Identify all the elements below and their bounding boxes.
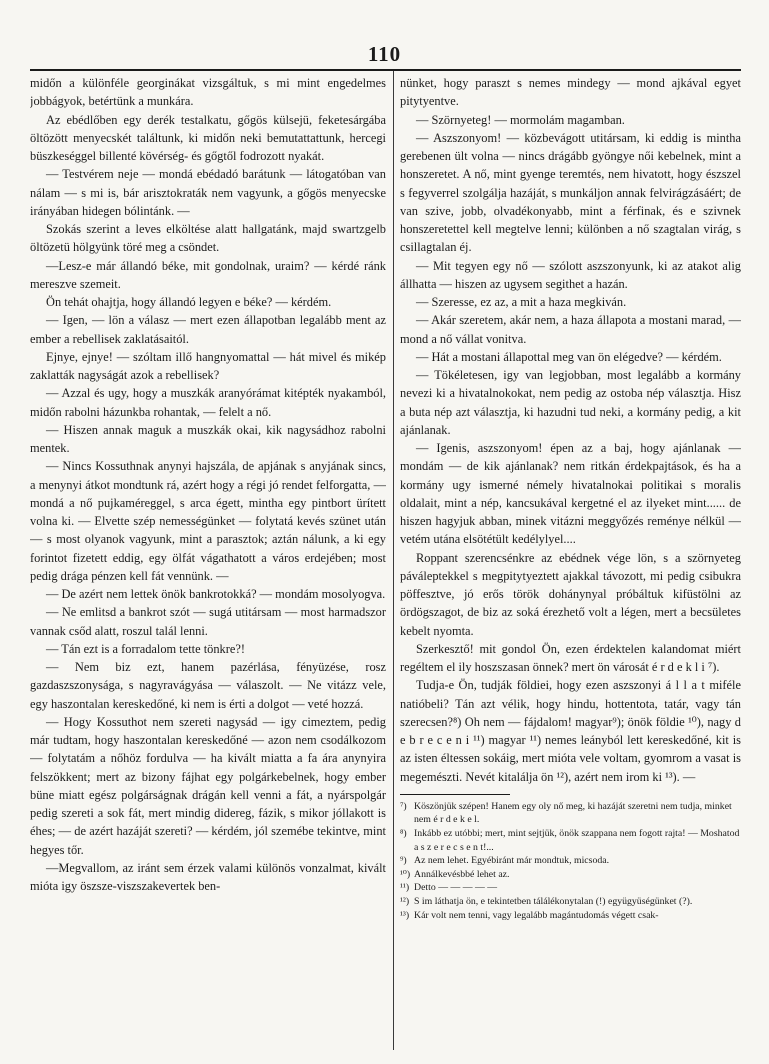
- footnote-text: Kár volt nem tenni, vagy legalább magántudomás végett csak-: [414, 909, 659, 921]
- column-divider: [393, 71, 394, 1050]
- footnote-number: ⁷): [400, 800, 407, 812]
- paragraph: — Akár szeretem, akár nem, a haza állapota a mostani marad, — mond a nő vállat vonitva.: [400, 313, 741, 346]
- paragraph: — Szörnyeteg! — mormolám magamban.: [416, 112, 625, 127]
- paragraph: — Igenis, aszszonyom! épen az a baj, hogy ajánlanak — mondám — de kik ajánlanak? nem ritkán érdekpajtások, és ha a kormány ugy ismerné némely hivatalnokai politikai s moralis oldalait, mint a nép, kancsukával kergetné el az ilyeket mint...... de hiszen hagyjuk abban, minek vitázni meggyőzés reménye nélkül — vetém utána elsötétült kedélylyel....: [400, 441, 741, 547]
- paragraph: — Ne emlitsd a bankrot szót — sugá utitársam — most harmadszor vannak csőd alatt, roszul talál lenni.: [30, 605, 386, 638]
- footnote-rule: [400, 794, 510, 795]
- footnote-text: Detto — — — — —: [414, 882, 497, 894]
- footnote-text: Köszönjük szépen! Hanem egy oly nő meg, ki hazáját szeretni nem tudja, minket nem é r d e k e l.: [414, 800, 732, 826]
- footnote: [400, 909, 741, 923]
- footnote-text: Az nem lehet. Egyébiránt már mondtuk, micsoda.: [414, 855, 610, 867]
- left-column: [30, 74, 386, 1054]
- paragraph: — Hát a mostani állapottal meg van ön elégedve? — kérdém.: [416, 349, 722, 364]
- paragraph: — Hiszen annak maguk a muszkák okai, kik nagysádhoz rabolni mentek.: [30, 422, 386, 455]
- footnotes: [400, 800, 741, 922]
- footnote: [400, 868, 741, 882]
- paragraph: — Tökéletesen, igy van legjobban, most legalább a kormány nevezi ki a hivatalnokokat, nem pedig az ostoba nép választja. Hisz a buta nép azt választja, ki hazudni tud neki, a kormány pedig, a kit ajánlanak.: [400, 368, 741, 437]
- header-rule: [30, 69, 741, 71]
- paragraph: —Megvallom, az iránt sem érzek valami különös vonzalmat, kivált mióta igy öszsze-viszszakevertek ben-: [30, 860, 386, 893]
- footnote-text: S im láthatja ön, e tekintetben tálálékonytalan (!) együgyüségünket (?).: [414, 895, 693, 907]
- footnote: [400, 895, 741, 909]
- footnote-number: ¹⁰): [400, 868, 411, 880]
- paragraph: —Lesz-e már állandó béke, mit gondolnak, uraim? — kérdé ránk mereszve szemeit.: [30, 258, 386, 291]
- paragraph: — Hogy Kossuthot nem szereti nagysád — igy cimeztem, pedig már tudtam, hogy haszontalan kereskedőné — azon nem csodálkozom — folytatám a nőhöz fordulva — ha kivált miatta a fa ára anynyira felszökkent; mert az bizony fájhat egy polgárkebelnek, hogy ember büne miatt egész polgárságnak drágán kell venni a fát, a nyárspolgár pedig szereti a sok fát, mert mindig didereg, fázik, s mikor jóllakott is éhes; — de azért hazáját szereti? — kérdém, jól szemébe tekintve, mint hegyes tőr.: [30, 714, 386, 857]
- paragraph: nünket, hogy paraszt s nemes mindegy — mond ajkával egyet pitytyentve.: [400, 76, 741, 109]
- paragraph: — Nincs Kossuthnak anynyi hajszála, de apjának s anyjának sincs, a menynyi átkot mondtunk rá, azért hogy a régi jó rendet felforgatta, — mondá a nő pujkaméreggel, s arca égett, mintha egy pintbort ürített volna ki. — Elvette szép nemességünket — folytatá kevés szünet után — s most olyanok vagyunk, mint a parasztok; aztán nálunk, a ki egy forintot fizetett eddig, egy ölfát vágathatott a város erdejében; most pedig drága pénzen kell fát vennünk. —: [30, 459, 386, 583]
- paragraph: — Tán ezt is a forradalom tette tönkre?!: [46, 641, 245, 656]
- footnote-text: Inkább ez utóbbi; mert, mint sejtjük, önök szappana nem fogott rajta! — Moshatod a s z e r e c s e n t!...: [414, 827, 740, 853]
- paragraph: — De azért nem lettek önök bankrotokká? — mondám mosolyogva.: [46, 587, 386, 601]
- footnote: [400, 827, 741, 854]
- paragraph: — Nem biz ezt, hanem pazérlása, fényüzése, rosz gazdaszszonysága, s nagyravágyása — válaszolt. — Ne vitázz vele, egy haszontalan kereskedőné, ki nem is érti a dolgot — veté hozzá.: [30, 660, 386, 711]
- paragraph: midőn a különféle georginákat vizsgáltuk, s mi mint engedelmes jobbágyok, betértünk a munkára.: [30, 76, 386, 109]
- paragraph: Az ebédlőben egy derék testalkatu, gőgös külsejü, feketesárgába öltözött menyecskét találtunk, ki midőn neki bemutattattunk, hercegi büszkeséggel billenté kövérség- és gőgtől fodrozott nyakát.: [30, 112, 386, 163]
- footnote-number: ¹²): [400, 895, 410, 907]
- footnote: [400, 800, 741, 827]
- footnote-text: Annálkevésbbé lehet az.: [414, 868, 510, 880]
- footnote: [400, 854, 741, 868]
- paragraph: Ejnye, ejnye! — szóltam illő hangnyomattal — hát mivel és mikép zaklatták nagyságát azok a rebellisek?: [30, 349, 386, 382]
- paragraph: — Azzal és ugy, hogy a muszkák aranyórámat kitépték nyakamból, midőn rabolni házunkba rohantak, — felelt a nő.: [30, 386, 386, 419]
- paragraph: Ön tehát ohajtja, hogy állandó legyen e béke? — kérdém.: [46, 295, 332, 309]
- paragraph: — Szeresse, ez az, a mit a haza megkiván.: [416, 295, 627, 309]
- paragraph: Roppant szerencsénkre az ebédnek vége lön, s a szörnyeteg páváleptekkel s megpitytyeztett ajakkal távozott, mi pedig csibukra pöffesztve, jó erős török dohánynyal próbáltuk kifüstölni az ördögszagot, de biz az soká érezhető volt a légen, mert a becsületes kebelt nyomta.: [400, 550, 741, 638]
- paragraph: Szerkesztő! mit gondol Ön, ezen érdektelen kalandomat miért regéltem el ily hoszszasan önnek? mert ön városát é r d e k l i ⁷).: [400, 641, 741, 674]
- paragraph: Tudja-e Ön, tudják földiei, hogy ezen aszszonyi á l l a t miféle natióbeli? Tán azt vélik, hogy hindu, hottentota, tatár, vagy tán szerecsen?⁸) Oh nem — fájdalom! magyar⁹); önök földie ¹⁰), nagy d e b r e c e n i ¹¹) magyar ¹¹) nemes leányból lett kereskedőné, kit is az isten éltessen sokáig, mert mióta vele voltam, gyomrom a vasat is megemészti. Nevét kitalálja ön ¹²), azért nem irom ki ¹³). —: [400, 678, 741, 784]
- footnote-number: ⁸): [400, 827, 407, 839]
- paragraph: — Mit tegyen egy nő — szólott aszszonyunk, ki az atakot alig állhatta — hiszen az ugysem segithet a hazán.: [400, 258, 741, 291]
- footnote: [400, 881, 741, 895]
- paragraph: Szokás szerint a leves elköltése alatt hallgatánk, majd swartzgelb öltözetü hölgyünk töré meg a csöndet.: [30, 222, 386, 255]
- paragraph: — Aszszonyom! — közbevágott utitársam, ki eddig is mintha gerebenen ült volna — nincs drágább gyöngye női kebelnek, mint a honszeretet. A nő, mint gyenge teremtés, nem hivatott, hogy észszel s fegyverrel szolgálja hazáját, s munkáljon annak felvirágzásáért; de van szive, jobb, olvadékonyabb, mint a férfinak, és e szivnek honszeretettel kell megtelve lenni; különben a nő szagtalan virág, s csillagtalan éj.: [400, 130, 741, 255]
- paragraph: — Testvérem neje — mondá ebédadó barátunk — látogatóban van nálam — s mi is, bár arisztokraták nem vagyunk, a gőgös menyecske irányában hidegen bólintánk. —: [30, 167, 386, 218]
- footnote-number: ⁹): [400, 855, 407, 867]
- page-number: 110: [367, 42, 402, 66]
- footnote-number: ¹³): [400, 909, 410, 921]
- right-column: [400, 74, 741, 1054]
- paragraph: — Igen, — lön a válasz — mert ezen állapotban legalább ment az ember a rebellisek zaklatásaitól.: [30, 313, 386, 346]
- footnote-number: ¹¹): [400, 882, 410, 894]
